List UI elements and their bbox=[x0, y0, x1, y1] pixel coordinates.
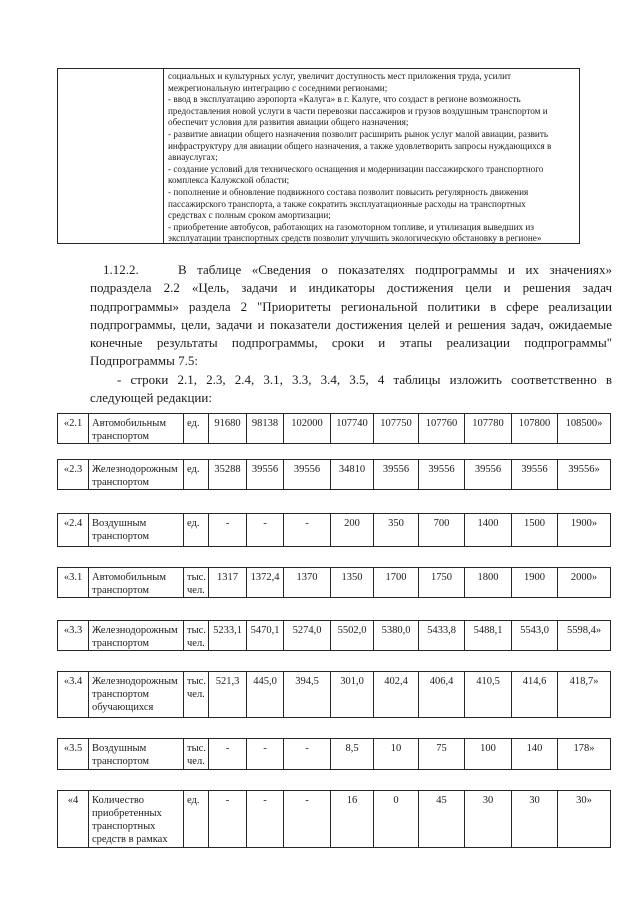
indicator-value-cell: 107780 bbox=[465, 414, 512, 444]
indicator-value-cell: 30 bbox=[465, 791, 512, 848]
indicator-row-table bbox=[57, 671, 611, 718]
indicator-value-cell: 39556 bbox=[419, 460, 465, 490]
continuation-empty-cell bbox=[58, 69, 164, 243]
continuation-text-line: пассажирского транспорта, а также сократить эксплуатационные расходы на транспортных bbox=[168, 198, 526, 209]
indicator-value-cell: - bbox=[247, 791, 284, 848]
indicator-value-cell: 107760 bbox=[419, 414, 465, 444]
indicator-value-cell: 1370 bbox=[284, 568, 331, 598]
indicator-row-table bbox=[57, 620, 611, 651]
indicator-unit-line: тыс. bbox=[187, 743, 206, 754]
indicator-name-line: обучающихся bbox=[92, 702, 154, 713]
indicator-value-cell: 418,7» bbox=[558, 672, 611, 718]
indicator-value-cell: 30» bbox=[558, 791, 611, 848]
indicator-value-cell: 1700 bbox=[374, 568, 419, 598]
indicator-row bbox=[58, 460, 611, 490]
continuation-text-line: комплекса Калужской области; bbox=[168, 175, 290, 186]
indicator-row-table bbox=[57, 790, 611, 848]
indicator-number-cell: «4 bbox=[58, 791, 89, 848]
indicator-unit-cell bbox=[184, 460, 209, 490]
indicator-row-table bbox=[57, 567, 611, 598]
indicator-value-cell: 5380,0 bbox=[374, 621, 419, 651]
indicator-number-cell: «2.1 bbox=[58, 414, 89, 444]
indicator-value-cell: 1350 bbox=[331, 568, 374, 598]
indicator-name-line: приобретенных bbox=[92, 808, 162, 819]
indicator-value-cell: 178» bbox=[558, 739, 611, 770]
indicator-value-cell: 1500 bbox=[512, 514, 558, 547]
indicator-value-cell: 1317 bbox=[209, 568, 247, 598]
indicator-value-cell: 5502,0 bbox=[331, 621, 374, 651]
continuation-text-line: инфраструктуру для авиации общего назначения, а также удовлетворить запросы нуждающихся в bbox=[168, 140, 552, 151]
indicator-value-cell: 700 bbox=[419, 514, 465, 547]
indicator-name-line: Автомобильным bbox=[92, 418, 166, 429]
indicator-name-line: транспортом bbox=[92, 477, 150, 488]
indicator-value-cell: 414,6 bbox=[512, 672, 558, 718]
indicator-value-cell: 102000 bbox=[284, 414, 331, 444]
indicator-name-line: Железнодорожным bbox=[92, 464, 178, 475]
indicator-value-cell: 1900 bbox=[512, 568, 558, 598]
indicator-value-cell: 30 bbox=[512, 791, 558, 848]
paragraph-line: подпрограммы» раздела 2 "Приоритеты региональной политики в сфере реализации bbox=[90, 298, 612, 314]
continuation-text-line: - приобретение автобусов, работающих на газомоторном топливе, и утилизация выведших из bbox=[168, 221, 534, 232]
indicator-value-cell: 394,5 bbox=[284, 672, 331, 718]
continuation-text-line: предоставления новой услуги в части перевозки пассажиров и грузов воздушным транспортом и bbox=[168, 105, 548, 116]
indicator-value-cell: 350 bbox=[374, 514, 419, 547]
indicator-name-line: Автомобильным bbox=[92, 572, 166, 583]
indicator-value-cell: 5433,8 bbox=[419, 621, 465, 651]
indicator-name-cell bbox=[89, 621, 184, 651]
instruction-line: следующей редакции: bbox=[90, 390, 212, 406]
indicator-unit-cell bbox=[184, 414, 209, 444]
indicator-value-cell: 8,5 bbox=[331, 739, 374, 770]
continuation-text-line: средствах с полным сроком амортизации; bbox=[168, 210, 331, 221]
indicator-value-cell: 5233,1 bbox=[209, 621, 247, 651]
continuation-text-cell bbox=[164, 69, 579, 243]
indicator-value-cell: 39556 bbox=[465, 460, 512, 490]
indicator-unit-line: тыс. bbox=[187, 625, 206, 636]
indicator-name-line: Железнодорожным bbox=[92, 676, 178, 687]
indicator-value-cell: 91680 bbox=[209, 414, 247, 444]
indicator-value-cell: 301,0 bbox=[331, 672, 374, 718]
indicator-number-cell: «3.3 bbox=[58, 621, 89, 651]
continuation-text-line: обеспечит условия для развития авиации общего назначения; bbox=[168, 117, 409, 128]
indicator-unit-cell bbox=[184, 672, 209, 718]
indicator-row bbox=[58, 514, 611, 547]
amendment-paragraph bbox=[90, 261, 612, 407]
indicator-value-cell: 39556 bbox=[512, 460, 558, 490]
indicator-unit-cell bbox=[184, 621, 209, 651]
indicator-name-cell bbox=[89, 414, 184, 444]
continuation-text-line: социальных и культурных услуг, увеличит доступность мест приложения труда, усилит bbox=[168, 71, 512, 81]
indicator-value-cell: - bbox=[284, 514, 331, 547]
indicator-row bbox=[58, 791, 611, 848]
indicator-unit-line: ед. bbox=[187, 418, 200, 429]
continuation-table bbox=[57, 68, 580, 244]
indicator-name-cell bbox=[89, 791, 184, 848]
indicator-value-cell: 2000» bbox=[558, 568, 611, 598]
indicator-row-table bbox=[57, 738, 611, 770]
indicator-value-cell: - bbox=[209, 514, 247, 547]
indicator-unit-line: чел. bbox=[187, 689, 205, 700]
indicator-row bbox=[58, 414, 611, 444]
indicator-name-line: транспортом bbox=[92, 585, 150, 596]
indicator-value-cell: - bbox=[284, 791, 331, 848]
indicator-value-cell: - bbox=[209, 739, 247, 770]
indicator-unit-line: чел. bbox=[187, 756, 205, 767]
continuation-text-line: эксплуатации транспортных средств позволит улучшить экологическую обстановку в регионе» bbox=[168, 233, 542, 243]
indicator-value-cell: 100 bbox=[465, 739, 512, 770]
paragraph-line: подраздела 2.2 «Цель, задачи и индикаторы достижения цели и решения задач bbox=[90, 280, 612, 296]
indicator-name-line: транспортных bbox=[92, 821, 156, 832]
indicator-name-line: транспортом bbox=[92, 689, 150, 700]
indicator-name-line: Воздушным bbox=[92, 743, 147, 754]
indicator-value-cell: 5543,0 bbox=[512, 621, 558, 651]
indicator-unit-line: ед. bbox=[187, 795, 200, 806]
indicator-name-cell bbox=[89, 514, 184, 547]
indicator-unit-line: тыс. bbox=[187, 676, 206, 687]
indicator-name-line: Железнодорожным bbox=[92, 625, 178, 636]
continuation-text-line: - развитие авиации общего назначения позволит расширить рынок услуг малой авиации, развить bbox=[168, 128, 549, 139]
indicator-value-cell: 75 bbox=[419, 739, 465, 770]
indicator-name-line: Количество bbox=[92, 795, 145, 806]
indicator-number-cell: «3.5 bbox=[58, 739, 89, 770]
indicator-row bbox=[58, 672, 611, 718]
indicator-unit-cell bbox=[184, 514, 209, 547]
indicator-value-cell: 402,4 bbox=[374, 672, 419, 718]
paragraph-line-text: В таблице «Сведения о показателях подпрограммы и их значениях» bbox=[178, 262, 612, 277]
indicator-value-cell: 200 bbox=[331, 514, 374, 547]
indicator-number-cell: «3.1 bbox=[58, 568, 89, 598]
indicator-value-cell: - bbox=[209, 791, 247, 848]
indicator-row bbox=[58, 739, 611, 770]
indicator-value-cell: - bbox=[247, 514, 284, 547]
indicator-value-cell: 445,0 bbox=[247, 672, 284, 718]
indicator-name-cell bbox=[89, 568, 184, 598]
indicator-unit-line: чел. bbox=[187, 585, 205, 596]
paragraph-line: Подпрограммы 7.5: bbox=[90, 353, 198, 369]
indicator-value-cell: 1750 bbox=[419, 568, 465, 598]
indicator-row bbox=[58, 621, 611, 651]
paragraph-line bbox=[90, 261, 612, 279]
indicator-unit-cell bbox=[184, 791, 209, 848]
indicator-value-cell: 34810 bbox=[331, 460, 374, 490]
indicator-value-cell: 98138 bbox=[247, 414, 284, 444]
continuation-text-line: межрегиональную интеграцию с соседними регионами; bbox=[168, 82, 388, 93]
indicator-unit-cell bbox=[184, 739, 209, 770]
indicator-value-cell: 1400 bbox=[465, 514, 512, 547]
indicator-value-cell: 406,4 bbox=[419, 672, 465, 718]
indicator-value-cell: 1372,4 bbox=[247, 568, 284, 598]
indicator-value-cell: 108500» bbox=[558, 414, 611, 444]
indicator-unit-line: тыс. bbox=[187, 572, 206, 583]
indicator-unit-line: чел. bbox=[187, 638, 205, 649]
indicator-value-cell: 45 bbox=[419, 791, 465, 848]
indicator-value-cell: 0 bbox=[374, 791, 419, 848]
indicator-name-line: транспортом bbox=[92, 638, 150, 649]
indicator-value-cell: 35288 bbox=[209, 460, 247, 490]
indicator-value-cell: 10 bbox=[374, 739, 419, 770]
indicator-value-cell: 410,5 bbox=[465, 672, 512, 718]
indicator-value-cell: 39556» bbox=[558, 460, 611, 490]
indicator-value-cell: 5470,1 bbox=[247, 621, 284, 651]
indicator-value-cell: 16 bbox=[331, 791, 374, 848]
instruction-line: - строки 2.1, 2.3, 2.4, 3.1, 3.3, 3.4, 3.5, 4 таблицы изложить соответственно в bbox=[117, 371, 612, 387]
indicator-value-cell: 1900» bbox=[558, 514, 611, 547]
item-number: 1.12.2. bbox=[103, 262, 139, 277]
indicator-name-line: транспортом bbox=[92, 531, 150, 542]
continuation-text-line: - пополнение и обновление подвижного состава позволит повысить регулярность движения bbox=[168, 186, 529, 197]
indicator-row-table bbox=[57, 413, 611, 444]
indicator-value-cell: 39556 bbox=[284, 460, 331, 490]
paragraph-line: подпрограммы, цели, задачи и показатели достижения целей и решения задач, ожидаемые bbox=[90, 316, 612, 332]
indicator-unit-line: ед. bbox=[187, 518, 200, 529]
indicator-value-cell: 5598,4» bbox=[558, 621, 611, 651]
indicator-name-line: Воздушным bbox=[92, 518, 147, 529]
continuation-text-line: авиауслугах; bbox=[168, 152, 218, 163]
indicator-name-cell bbox=[89, 739, 184, 770]
indicator-name-line: транспортом bbox=[92, 431, 150, 442]
indicator-name-cell bbox=[89, 672, 184, 718]
indicator-value-cell: 5274,0 bbox=[284, 621, 331, 651]
indicator-value-cell: 5488,1 bbox=[465, 621, 512, 651]
indicator-value-cell: 1800 bbox=[465, 568, 512, 598]
continuation-text-line: - ввод в эксплуатацию аэропорта «Калуга» в г. Калуге, что создаст в регионе возможность bbox=[168, 94, 521, 105]
indicator-value-cell: - bbox=[284, 739, 331, 770]
indicator-value-cell: 107800 bbox=[512, 414, 558, 444]
indicator-number-cell: «3.4 bbox=[58, 672, 89, 718]
indicator-value-cell: 107750 bbox=[374, 414, 419, 444]
continuation-text-line: - создание условий для технического оснащения и модернизации пассажирского транспортного bbox=[168, 163, 544, 174]
indicator-name-line: средств в рамках bbox=[92, 834, 168, 845]
indicator-value-cell: 107740 bbox=[331, 414, 374, 444]
indicator-row-table bbox=[57, 459, 611, 490]
indicator-row-table bbox=[57, 513, 611, 547]
indicator-value-cell: 39556 bbox=[374, 460, 419, 490]
indicator-value-cell: 521,3 bbox=[209, 672, 247, 718]
indicator-number-cell: «2.3 bbox=[58, 460, 89, 490]
paragraph-line: конечные результаты подпрограммы, сроки и этапы реализации подпрограммы" bbox=[90, 335, 612, 351]
indicator-number-cell: «2.4 bbox=[58, 514, 89, 547]
indicator-value-cell: 140 bbox=[512, 739, 558, 770]
indicator-unit-cell bbox=[184, 568, 209, 598]
indicator-value-cell: 39556 bbox=[247, 460, 284, 490]
indicator-name-line: транспортом bbox=[92, 756, 150, 767]
indicator-unit-line: ед. bbox=[187, 464, 200, 475]
indicator-row bbox=[58, 568, 611, 598]
indicator-value-cell: - bbox=[247, 739, 284, 770]
indicator-name-cell bbox=[89, 460, 184, 490]
